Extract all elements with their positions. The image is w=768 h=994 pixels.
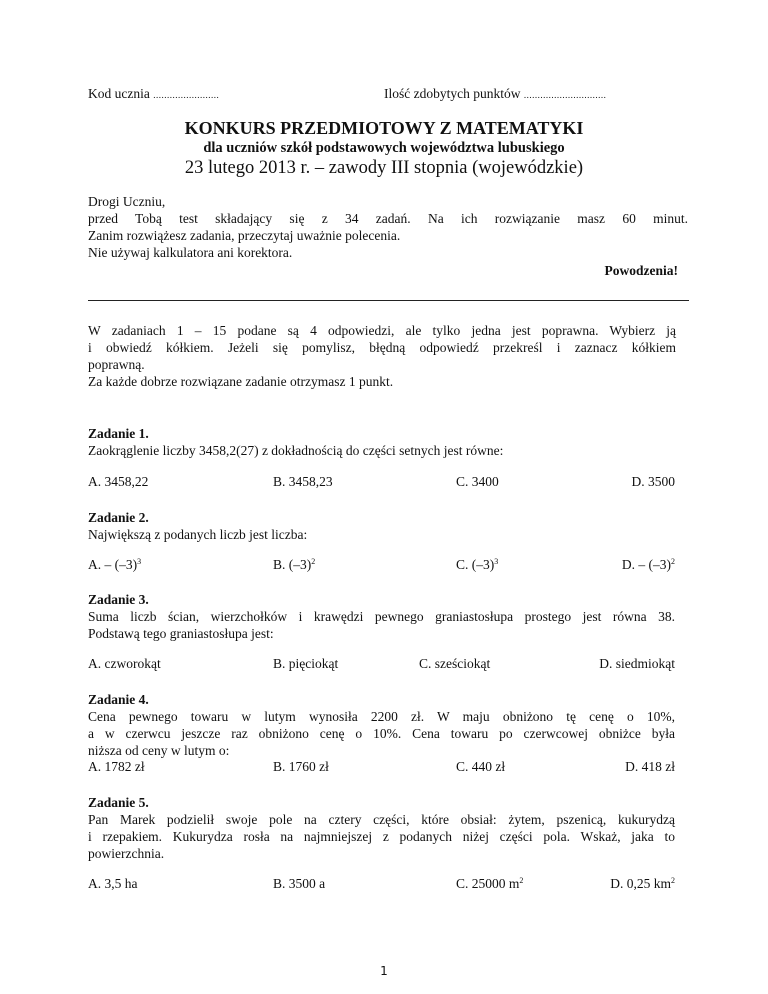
task-5-option-b[interactable]: B. 3500 a xyxy=(273,876,326,891)
task-1-option-c[interactable]: C. 3400 xyxy=(456,474,499,489)
task-5-title: Zadanie 5. xyxy=(88,795,149,810)
task-5-option-a[interactable]: A. 3,5 ha xyxy=(88,876,138,891)
task-3-title: Zadanie 3. xyxy=(88,592,149,607)
task-3-option-a[interactable]: A. czworokąt xyxy=(88,656,161,671)
task-1-option-b[interactable]: B. 3458,23 xyxy=(273,474,333,489)
points-label: Ilość zdobytych punktów xyxy=(384,86,521,101)
task-3-option-c[interactable]: C. sześciokąt xyxy=(419,656,491,671)
task-4-text-1: Cena pewnego towaru w lutym wynosiła 2200 zł. W maju obniżono tę cenę o 10%, xyxy=(88,709,675,724)
task-5-text-1: Pan Marek podzielił swoje pole na cztery części, które obsiał: żytem, pszenicą, kukurydzą xyxy=(88,812,675,827)
task-5-option-c[interactable]: C. 25000 $m^2$ xyxy=(456,876,524,891)
task-4-option-a[interactable]: A. 1782 zł xyxy=(88,759,145,774)
instructions-line-1: W zadaniach 1 – 15 podane są 4 odpowiedzi, ale tylko jedna jest poprawna. Wybierz ją xyxy=(88,323,676,338)
task-3-option-d[interactable]: D. siedmiokąt xyxy=(599,656,675,671)
student-code-dots: ........................ xyxy=(153,90,220,100)
task-1-text: Zaokrąglenie liczby 3458,2(27) z dokładnością do części setnych jest równe: xyxy=(88,443,504,458)
intro-greeting: Drogi Uczniu, xyxy=(88,194,166,209)
page-title: KONKURS PRZEDMIOTOWY Z MATEMATYKI xyxy=(184,118,584,138)
task-3-text-1: Suma liczb ścian, wierzchołków i krawędzi pewnego graniastosłupa prostego jest równa 38. xyxy=(88,609,675,624)
points-field xyxy=(384,86,606,102)
task-1-title: Zadanie 1. xyxy=(88,426,149,441)
instructions-line-4: Za każde dobrze rozwiązane zadanie otrzymasz 1 punkt. xyxy=(88,374,394,389)
competition-date: 23 lutego 2013 r. – zawody III stopnia (wojewódzkie) xyxy=(184,158,584,178)
task-3-text-2: Podstawą tego graniastosłupa jest: xyxy=(88,626,274,641)
points-dots: .............................. xyxy=(523,90,607,100)
task-5-text-3: powierzchnia. xyxy=(88,846,165,861)
student-code-label: Kod ucznia xyxy=(88,86,150,101)
task-5-text-2: i rzepakiem. Kukurydza rosła na najmniejszej z podanych niżej części pola. Wskaż, jaka to xyxy=(88,829,675,844)
task-4-text-3: niższa od ceny w lutym o: xyxy=(88,743,230,758)
task-2-option-b[interactable]: B. $(-3)^2$ xyxy=(273,557,316,572)
task-4-title: Zadanie 4. xyxy=(88,692,149,707)
intro-text-2: Zanim rozwiążesz zadania, przeczytaj uważnie polecenia. xyxy=(88,228,401,243)
task-2-option-c[interactable]: C. $(-3)^3$ xyxy=(456,557,499,572)
intro-text-3: Nie używaj kalkulatora ani korektora. xyxy=(88,245,293,260)
task-2-title: Zadanie 2. xyxy=(88,510,149,525)
task-4-option-b[interactable]: B. 1760 zł xyxy=(273,759,329,774)
task-2-option-d[interactable]: D. – $(-3)^2$ xyxy=(621,557,675,572)
good-luck-text: Powodzenia! xyxy=(604,263,678,278)
task-4-text-2: a w czerwcu jeszcze raz obniżono cenę o 10%. Cena towaru po czerwcowej obniżce była xyxy=(88,726,675,741)
student-code-field xyxy=(88,86,219,102)
task-5-option-d[interactable]: D. 0,25 $km^2$ xyxy=(610,876,675,891)
task-1-option-d[interactable]: D. 3500 xyxy=(631,474,675,489)
task-4-option-c[interactable]: C. 440 zł xyxy=(456,759,506,774)
task-3-option-b[interactable]: B. pięciokąt xyxy=(273,656,339,671)
page-subtitle: dla uczniów szkół podstawowych województwa lubuskiego xyxy=(203,140,565,156)
task-2-option-a[interactable]: A. – $(-3)^3$ xyxy=(88,557,142,572)
task-2-text: Największą z podanych liczb jest liczba: xyxy=(88,527,308,542)
instructions-line-3: poprawną. xyxy=(88,357,145,372)
task-1-option-a[interactable]: A. 3458,22 xyxy=(88,474,149,489)
page-number: 1 xyxy=(380,964,388,978)
task-4-option-d[interactable]: D. 418 zł xyxy=(625,759,675,774)
intro-text-1: przed Tobą test składający się z 34 zadań. Na ich rozwiązanie masz 60 minut. xyxy=(88,211,688,226)
section-divider xyxy=(88,300,689,301)
instructions-line-2: i obwiedź kółkiem. Jeżeli się pomylisz, błędną odpowiedź przekreśl i zaznacz kółkiem xyxy=(88,340,676,355)
